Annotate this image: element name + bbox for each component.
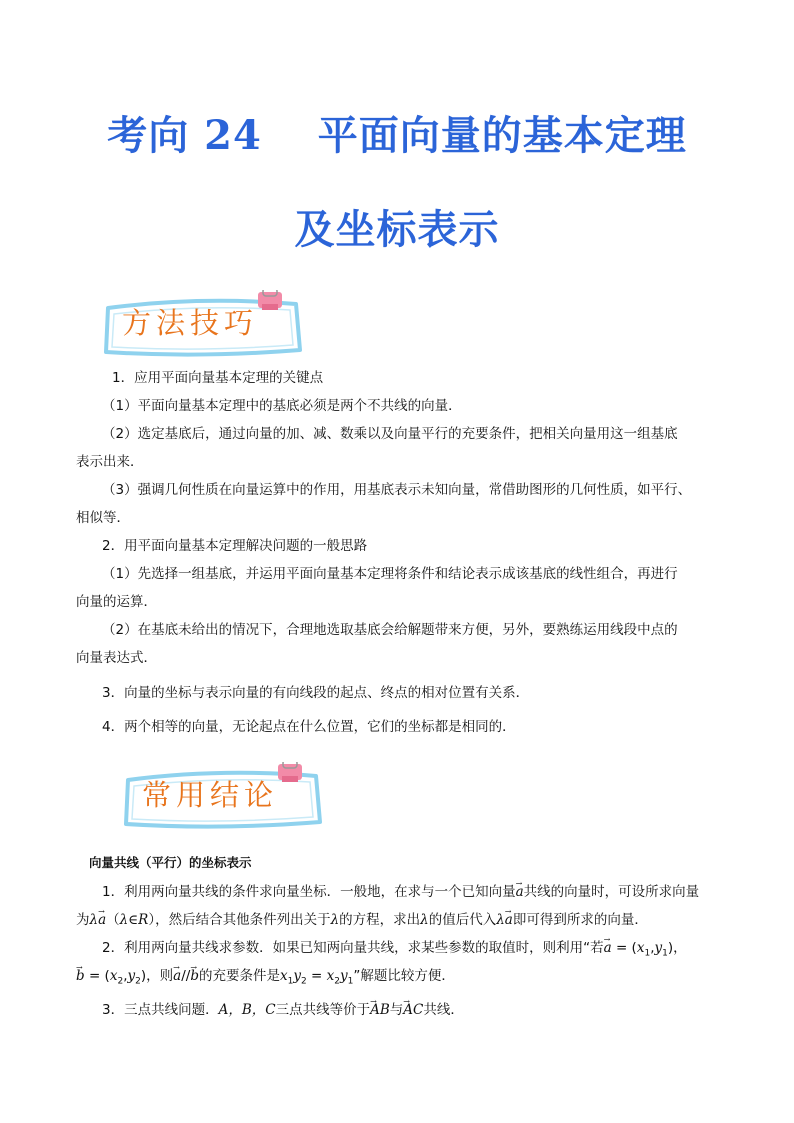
- page-title-line-2: 及坐标表示: [294, 206, 500, 253]
- methods-line-13: 4．两个相等的向量，无论起点在什么位置，它们的坐标都是相同的．: [102, 719, 516, 735]
- methods-line-10: （2）在基底未给出的情况下，合理地选取基底会给解题带来方便，另外，要熟练运用线段中点的: [102, 622, 678, 638]
- page-title-line-1: [0, 104, 794, 161]
- clip-icon: [278, 762, 302, 782]
- conclusions-subheading: 向量共线（平行）的坐标表示: [89, 855, 252, 870]
- methods-line-11: 向量表达式．: [76, 650, 157, 666]
- conclusion-p2-line-1: 2．利用两向量共线求参数．如果已知两向量共线，求某些参数的取值时，则利用“若→ $a = (x_1,y_1)$，: [102, 939, 687, 963]
- methods-line-2: （1）平面向量基本定理中的基底必须是两个不共线的向量．: [102, 398, 462, 414]
- vector-ab: → AB: [370, 1002, 390, 1018]
- methods-line-4: 表示出来．: [76, 454, 144, 470]
- conclusion-p3: 3．三点共线问题．A，B，C三点共线等价于→ AB与→ AC共线．: [102, 1001, 464, 1019]
- methods-line-9: 向量的运算．: [76, 594, 157, 610]
- title-code: 考向 24: [107, 112, 262, 159]
- methods-line-6: 相似等．: [76, 510, 130, 526]
- clip-icon: [258, 290, 282, 310]
- title-main: 平面向量的基本定理: [317, 112, 687, 159]
- methods-line-3: （2）选定基底后，通过向量的加、减、数乘以及向量平行的充要条件，把相关向量用这一组基底: [102, 426, 678, 442]
- vector-ac: → AC: [403, 1002, 423, 1018]
- methods-line-5: （3）强调几何性质在向量运算中的作用，用基底表示未知向量，常借助图形的几何性质，如平行、: [102, 482, 692, 498]
- conclusion-p1-line-2: 为λ→ a（λ∈R），然后结合其他条件列出关于λ的方程，求出λ的值后代入λ→ a即可得到所求的向量．: [76, 911, 648, 929]
- methods-line-1: 1．应用平面向量基本定理的关键点: [112, 370, 324, 386]
- methods-line-8: （1）先选择一组基底，并运用平面向量基本定理将条件和结论表示成该基底的线性组合，再进行: [102, 566, 678, 582]
- methods-heading: 方法技巧: [122, 306, 259, 340]
- conclusions-heading: 常用结论: [142, 778, 279, 812]
- conclusions-banner: [120, 762, 326, 832]
- methods-banner: [100, 290, 306, 360]
- vector-a: → a: [516, 884, 524, 900]
- methods-line-12: 3．向量的坐标与表示向量的有向线段的起点、终点的相对位置有关系．: [102, 685, 530, 701]
- conclusion-p1-line-1: 1．利用两向量共线的条件求向量坐标．一般地，在求与一个已知向量→ a共线的向量时，可设所求向量: [102, 883, 699, 901]
- conclusion-p2-line-2: → $b = (x_2,y_2)$，则→ a//→ b的充要条件是$x_1y_2 = x_2y_1$”解题比较方便．: [76, 967, 455, 991]
- methods-line-7: 2．用平面向量基本定理解决问题的一般思路: [102, 538, 368, 554]
